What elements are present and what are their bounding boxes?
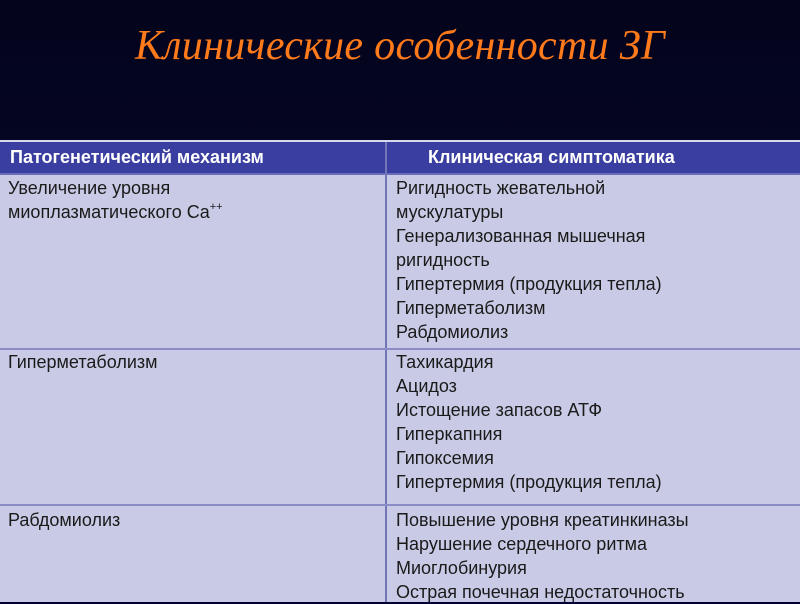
mechanism-line: Гиперметаболизм bbox=[8, 352, 158, 372]
symptom-line: Истощение запасов АТФ bbox=[396, 400, 603, 420]
symptom-line: Миоглобинурия bbox=[396, 558, 527, 578]
mechanism-line: Увеличение уровня bbox=[8, 178, 171, 198]
symptom-line: Ацидоз bbox=[396, 376, 457, 396]
header-mechanism: Патогенетический механизм bbox=[10, 147, 264, 167]
mechanism-line-text: миоплазматического Ca bbox=[8, 202, 210, 222]
symptom-line: мускулатуры bbox=[396, 202, 504, 222]
symptoms-cell bbox=[396, 350, 796, 494]
symptom-line: Повышение уровня креатинкиназы bbox=[396, 510, 689, 530]
symptom-line: ригидность bbox=[396, 250, 490, 270]
table-row bbox=[0, 176, 800, 346]
row-divider bbox=[0, 504, 800, 506]
symptom-line: Ригидность жевательной bbox=[396, 178, 606, 198]
mechanism-cell bbox=[8, 508, 378, 532]
symptom-line: Нарушение сердечного ритма bbox=[396, 534, 648, 554]
mechanism-cell bbox=[8, 350, 378, 374]
symptom-line: Гиперметаболизм bbox=[396, 298, 546, 318]
symptom-line: Гипертермия (продукция тепла) bbox=[396, 274, 662, 294]
symptom-line: Гипертермия (продукция тепла) bbox=[396, 472, 662, 492]
symptoms-table bbox=[0, 140, 800, 602]
symptom-line: Генерализованная мышечная bbox=[396, 226, 646, 246]
superscript-charge: ++ bbox=[209, 201, 223, 213]
symptom-line: Тахикардия bbox=[396, 352, 494, 372]
symptoms-cell bbox=[396, 508, 796, 604]
mechanism-line: Рабдомиолиз bbox=[8, 510, 121, 530]
header-symptoms: Клиническая симптоматика bbox=[428, 147, 675, 167]
symptoms-cell bbox=[396, 176, 796, 344]
slide-title: Клинические особенности ЗГ bbox=[134, 23, 666, 69]
mechanism-line bbox=[8, 200, 378, 224]
table-row bbox=[0, 350, 800, 502]
table-row bbox=[0, 508, 800, 602]
symptom-line: Рабдомиолиз bbox=[396, 322, 509, 342]
table-header-row bbox=[0, 142, 800, 175]
symptom-line: Гиперкапния bbox=[396, 424, 503, 444]
mechanism-cell bbox=[8, 176, 378, 224]
symptom-line: Острая почечная недостаточность bbox=[396, 582, 685, 602]
symptom-line: Гипоксемия bbox=[396, 448, 494, 468]
